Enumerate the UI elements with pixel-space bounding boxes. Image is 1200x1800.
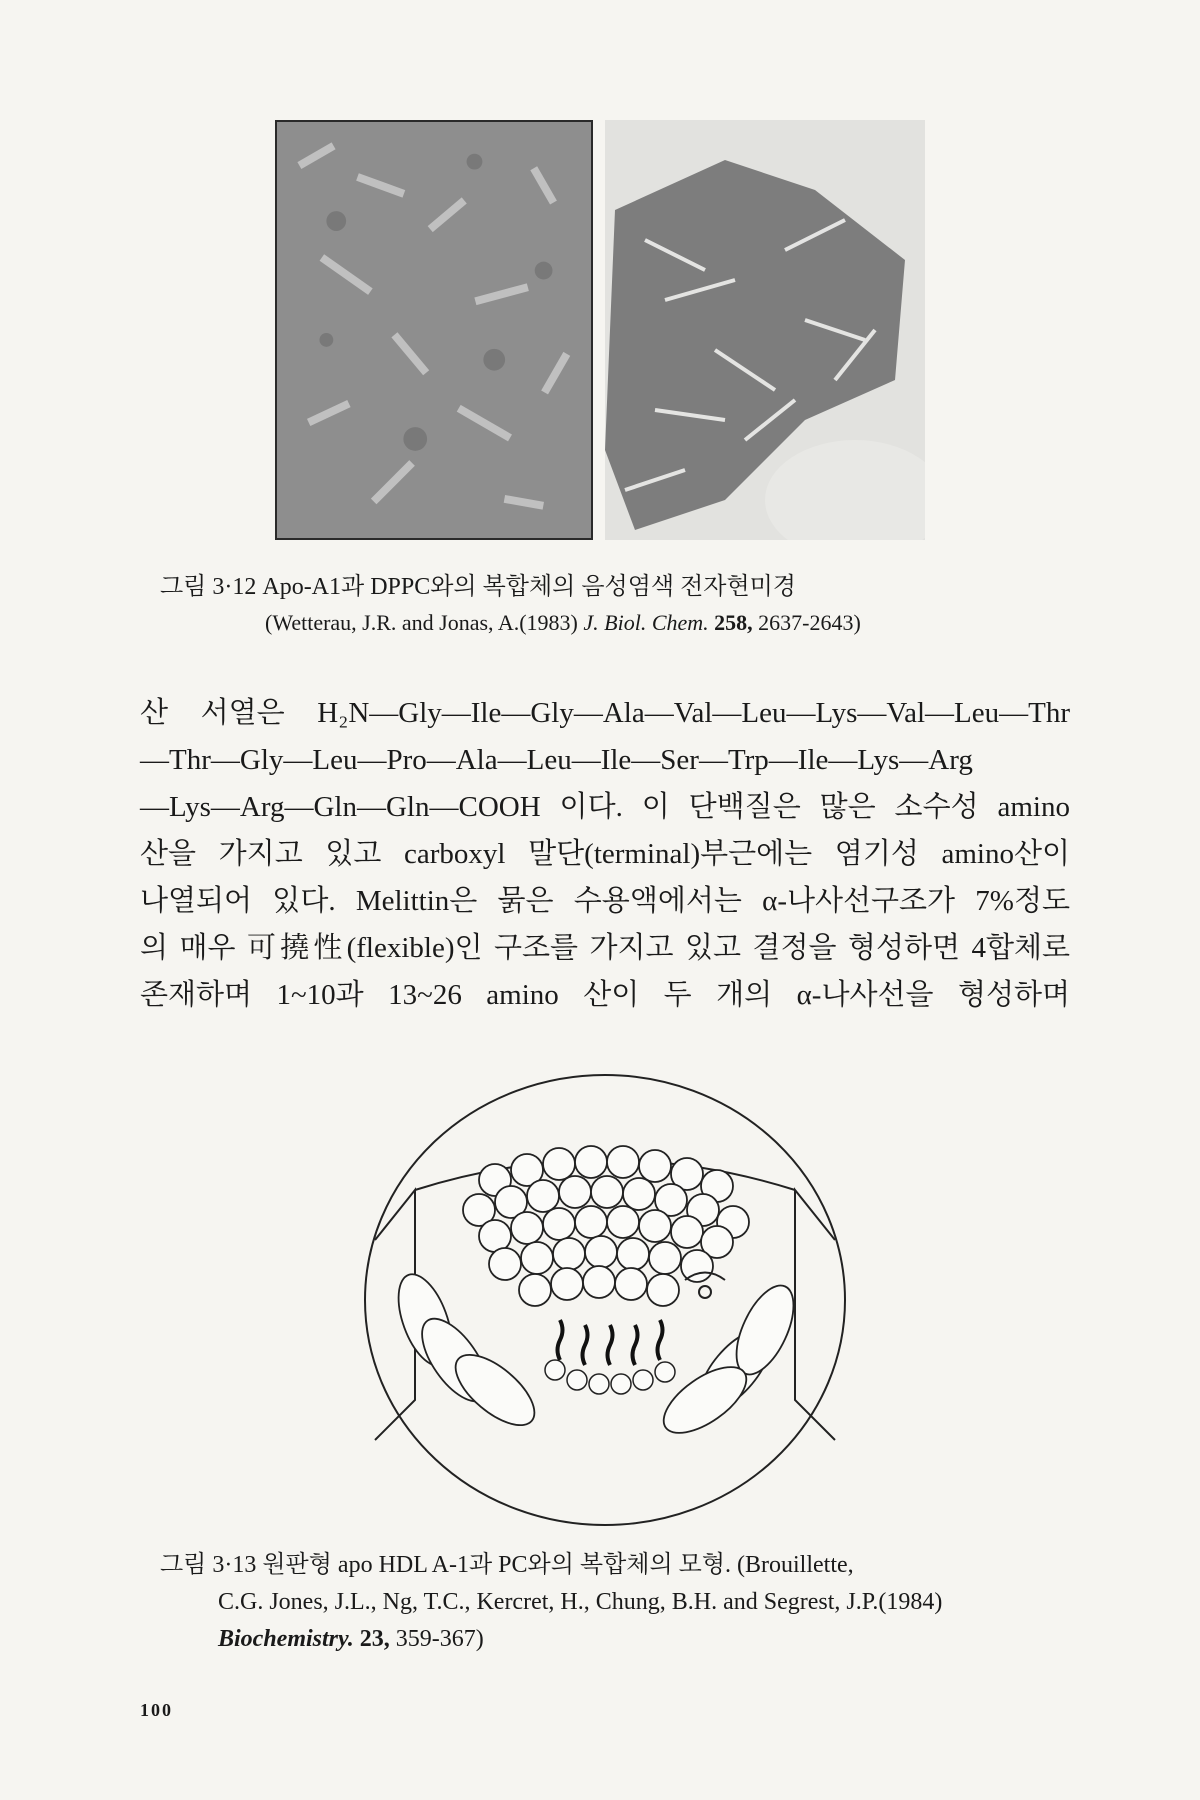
micrograph-right-image (605, 120, 925, 540)
citation-pages: 2637-2643) (752, 610, 861, 635)
body-line: —Lys—Arg—Gln—Gln—COOH 이다. 이 단백질은 많은 소수성 amino (140, 791, 1070, 823)
page-number: 100 (140, 1700, 173, 1720)
body-line: 존재하며 1~10과 13~26 amino 산이 두 개의 α-나사선을 형성하며 (140, 979, 1070, 1011)
body-paragraph (140, 690, 1070, 1019)
citation-authors: (Wetterau, J.R. and Jonas, A.(1983) (265, 610, 584, 635)
figure-3-12-caption: 그림 3·12 Apo-A1과 DPPC와의 복합체의 음성염색 전자현미경 (160, 574, 796, 600)
citation-pages: 359-367) (389, 1626, 484, 1652)
citation-volume: 258, (708, 610, 753, 635)
body-line: 산을 가지고 있고 carboxyl 말단(terminal)부근에는 염기성 amino산이 (140, 838, 1070, 870)
figure-3-12-citation (265, 606, 1085, 640)
figure-3-12-micrographs (275, 120, 925, 540)
body-line: 의 매우 可撓性(flexible)인 구조를 가지고 있고 결정을 형성하면 4합체로 (140, 932, 1070, 964)
figure-3-13-caption: 그림 3·13 원판형 apo HDL A-1과 PC와의 복합체의 모형. (Brouillette, (160, 1552, 854, 1578)
figure-3-13-citation-authors: C.G. Jones, J.L., Ng, T.C., Kercret, H., Chung, B.H. and Segrest, J.P.(1984) (218, 1589, 943, 1615)
citation-journal: Biochemistry. (218, 1626, 354, 1652)
body-line: —Thr—Gly—Leu—Pro—Ala—Leu—Ile—Ser—Trp—Ile—Lys—Arg (140, 744, 973, 776)
micrograph-left-image (275, 120, 593, 540)
body-line: 산 서열은 H₂N—Gly—Ile—Gly—Ala—Val—Leu—Lys—Val—Leu—Thr (140, 697, 1070, 729)
citation-volume: 23, (353, 1626, 390, 1652)
body-line: 나열되어 있다. Melittin은 묽은 수용액에서는 α-나사선구조가 7%정도 (140, 885, 1070, 917)
figure-3-13-citation-journal (218, 1622, 1078, 1656)
figure-3-13-disc-model-diagram (355, 1070, 855, 1530)
citation-journal: J. Biol. Chem. (583, 610, 709, 635)
